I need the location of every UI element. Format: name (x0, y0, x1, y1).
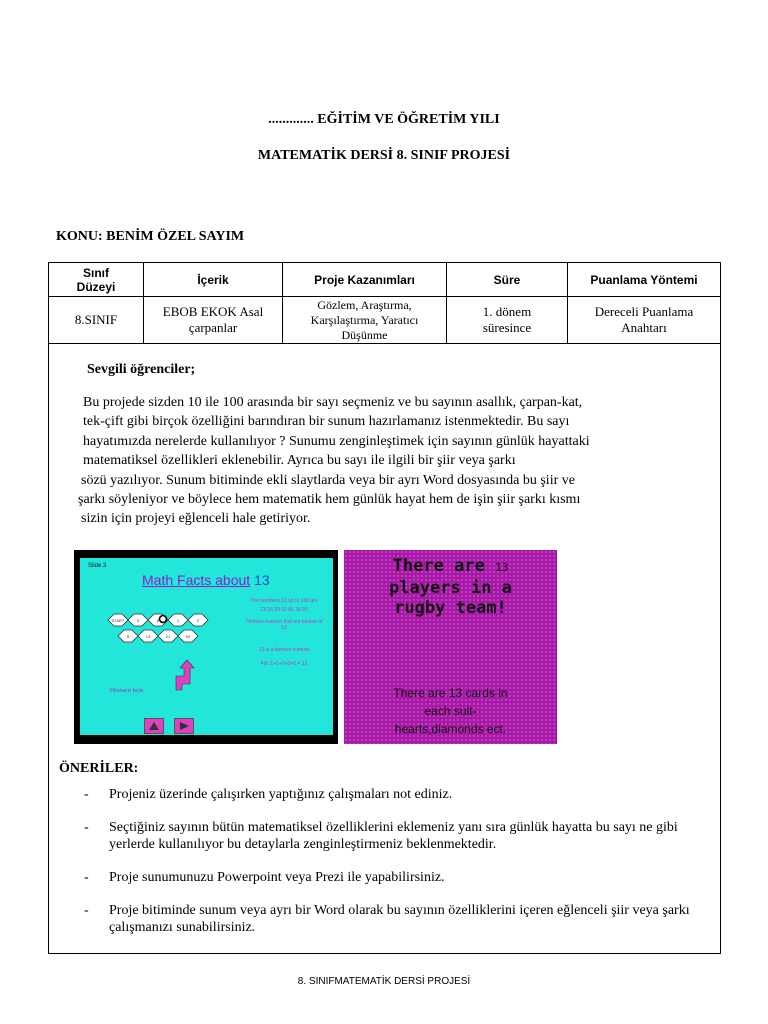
hex-label: 34 (185, 634, 191, 639)
cards-fact (344, 684, 557, 738)
header-icerik: İçerik (144, 263, 283, 297)
fact-text: The numbers 13 up to 100 are (250, 598, 318, 604)
cell-puanlama: Dereceli Puanlama Anahtarı (568, 297, 721, 344)
header-sure: Süre (447, 263, 568, 297)
suggestions-heading: ÖNERİLER: (59, 761, 139, 776)
slide-caption: Fibonacci facts (110, 688, 144, 694)
hex-label: 8 (156, 618, 160, 623)
math-facts-slide-image (74, 550, 338, 744)
fact-text: 13 is a famous number (258, 647, 310, 653)
fact-text: Thirteen number that are factors of 13 (245, 619, 323, 631)
paragraph-line: hayatımızda nerelerde kullanılıyor ? Sunumu zenginleştimek için sayının günlük hayattaki (83, 433, 590, 449)
hex-label: 13 (145, 634, 151, 639)
fact-text: Fib: 1+1+2+3+5 = 13 (260, 661, 308, 667)
paragraph-line: Bu projede sizden 10 ile 100 arasında bir sayı seçmeniz ve bu sayının asallık, çarpan-kat, (83, 395, 583, 410)
paragraph-line: matematiksel özellikleri eklenebilir. Ayrıca bu sayı ile ilgili bir şiir veya şarkı (83, 453, 516, 469)
page-footer: 8. SINIFMATEMATİK DERSİ PROJESİ (297, 976, 471, 987)
rugby-fact-slide-image (344, 550, 557, 744)
cards-line: hearts,diamonds ect. (394, 722, 507, 736)
hex-label: 5 (126, 634, 130, 639)
header-proje-kazanimlari: Proje Kazanımları (283, 263, 447, 297)
slide-facts (244, 598, 324, 667)
headline-line: There are 13 (392, 556, 509, 576)
paragraph-line: tek-çift gibi birçok özelliğini barındıran bir sunum hazırlamanız istenmektedir. Bu sayı (83, 414, 570, 430)
paragraph-line: şarkı söyleniyor ve böylece hem matematik hem günlük hayat hem de işin şiir şarkı kısmı (78, 492, 581, 508)
cell-kazanimlar: Gözlem, Araştırma, Karşılaştırma, Yaratıcı Düşünme (283, 297, 447, 344)
paragraph-line: sizin için projeyi eğlenceli hale getiriyor. (81, 511, 311, 527)
headline-line: rugby team! (394, 598, 507, 618)
slide-screen (80, 558, 333, 735)
greeting: Sevgili öğrenciler; (87, 362, 196, 377)
cards-line: There are 13 cards in (393, 686, 508, 700)
slide-title: Math Facts about 13 (142, 572, 270, 588)
hex-label: 21 (165, 634, 171, 639)
cell-icerik: EBOB EKOK Asal çarpanlar (144, 297, 283, 344)
hex-label: 2 (196, 618, 200, 623)
hex-label: 3 (136, 618, 140, 623)
list-item: - Seçtiğiniz sayının bütün matematiksel özelliklerini eklemeniz yanı sıra günlük hayatta bu sayı ne gibi yerlerde kullanılıyor bu detaylarla zenginleştirmeniz beklenmektedir. (84, 820, 678, 852)
up-arrow-icon (172, 658, 196, 692)
prev-slide-button[interactable] (144, 718, 164, 734)
list-item: - Proje bitiminde sunum veya ayrı bir Word olarak bu sayının özelliklerini içeren eğlenceli şiir veya şarkı çalışmanızı sunabilirsiniz. (84, 903, 690, 935)
header-sinif-duzeyi: Sınıf Düzeyi (49, 263, 144, 297)
project-info-table (48, 262, 721, 344)
fact-text: 13 26 39 52 65 78 91 (260, 607, 308, 613)
next-slide-button[interactable] (174, 718, 194, 734)
rugby-headline (344, 556, 557, 618)
cell-sure: 1. dönem süresince (447, 297, 568, 344)
table-header-row (49, 263, 721, 297)
table-row (49, 297, 721, 344)
intro-paragraph (78, 393, 678, 529)
list-item: - Proje sunumunuzu Powerpoint veya Prezi ile yapabilirsiniz. (84, 870, 445, 885)
suggestions-list (84, 786, 724, 952)
hexagon-puzzle (100, 610, 215, 658)
paragraph-line: sözü yazılıyor. Sunum bitiminde ekli slaytlarda veya bir ayrı Word dosyasında bu şiir ve (81, 472, 575, 488)
document-title-year: ............. EĞİTİM VE ÖĞRETİM YILI (268, 112, 500, 127)
hex-label: START (111, 618, 125, 623)
list-item: - Projeniz üzerinde çalışırken yaptığınız çalışmaları not ediniz. (84, 787, 453, 802)
header-puanlama-yontemi: Puanlama Yöntemi (568, 263, 721, 297)
slide-corner-label: Slide 3 (88, 563, 107, 569)
arrow-up-icon (145, 719, 163, 733)
arrow-right-icon (175, 719, 193, 733)
cell-sinif: 8.SINIF (49, 297, 144, 344)
hex-label: 1 (176, 618, 180, 623)
topic-heading: KONU: BENİM ÖZEL SAYIM (56, 229, 245, 244)
cards-line: each suit- (424, 704, 477, 718)
document-title-project: MATEMATİK DERSİ 8. SINIF PROJESİ (257, 148, 511, 163)
headline-line: players in a (389, 578, 512, 598)
